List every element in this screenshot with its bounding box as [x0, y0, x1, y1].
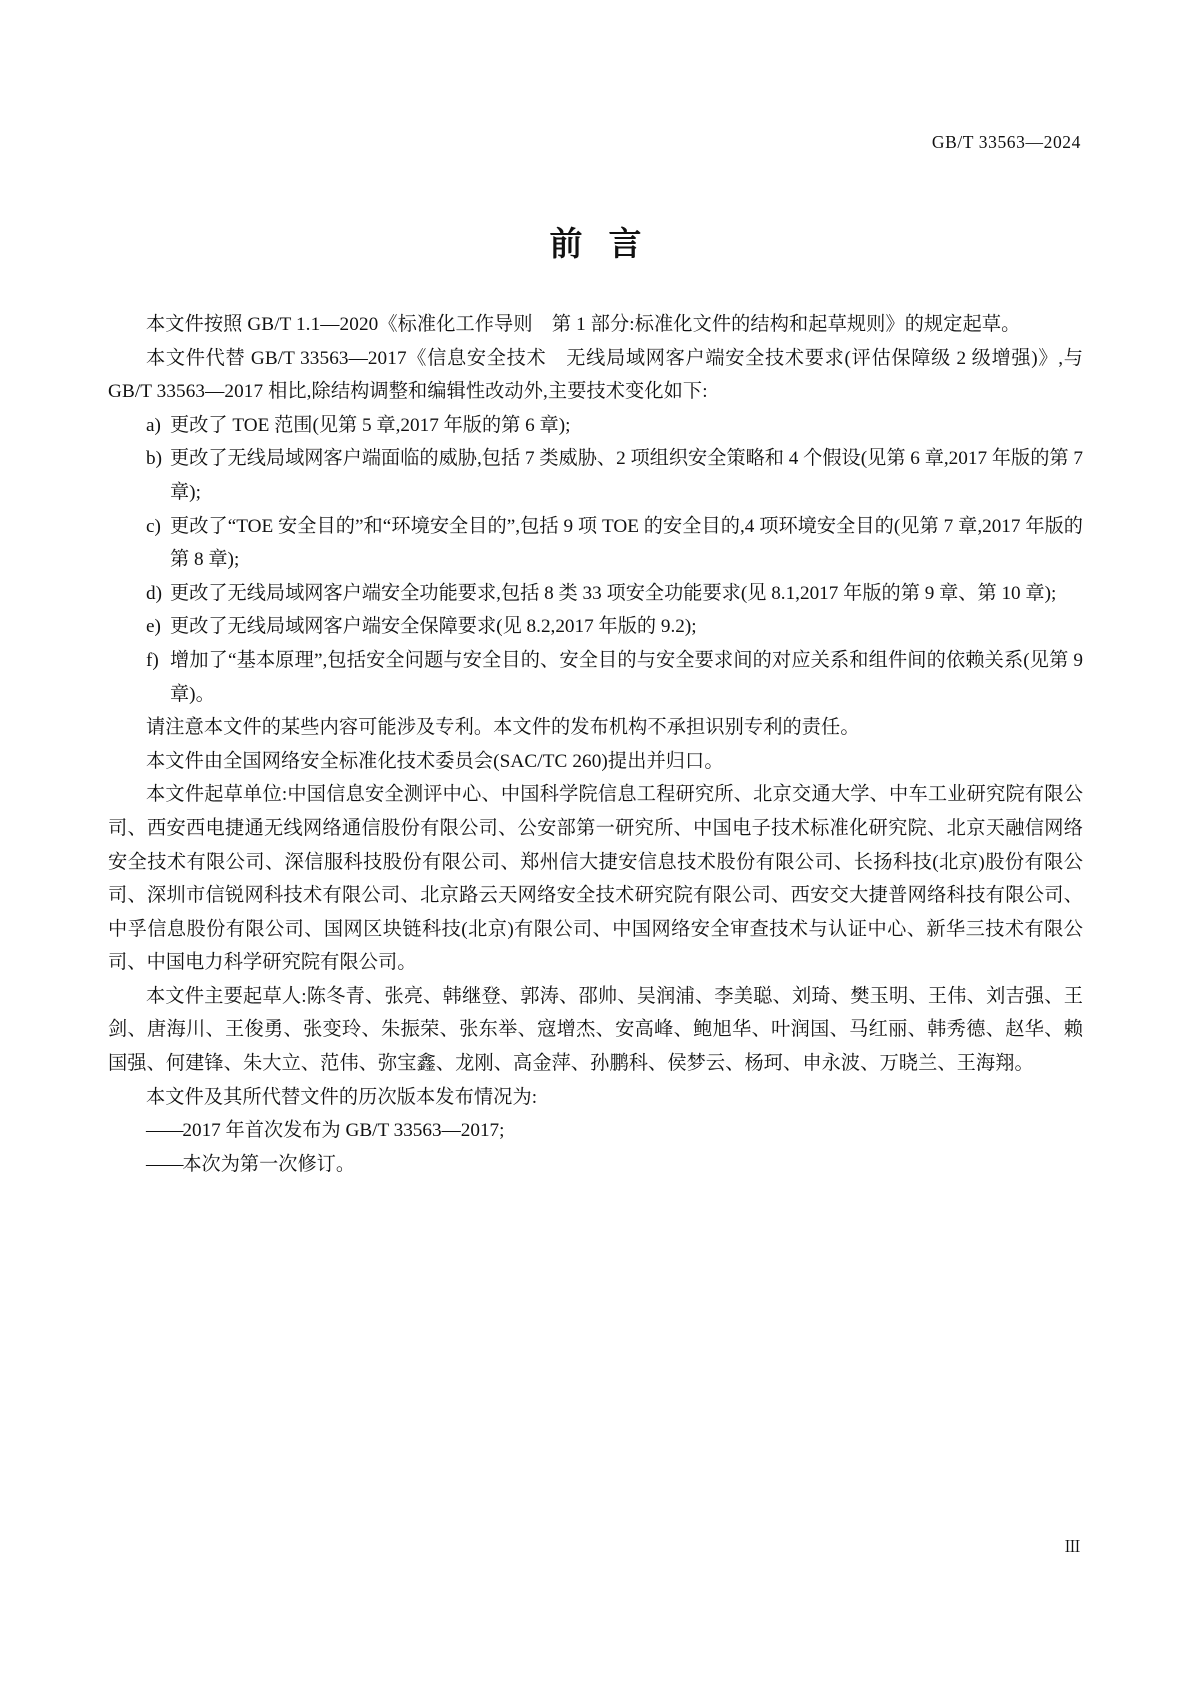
- list-item-marker: d): [146, 582, 162, 604]
- list-item-label: 2017 年首次发布为 GB/T 33563—2017;: [182, 1120, 505, 1142]
- list-item-label: 更改了 TOE 范围(见第 5 章,2017 年版的第 6 章);: [170, 414, 571, 436]
- list-item-marker: a): [146, 414, 161, 436]
- list-item: [108, 442, 1083, 509]
- paragraph-patent-notice: 请注意本文件的某些内容可能涉及专利。本文件的发布机构不承担识别专利的责任。: [146, 717, 860, 739]
- page-title: 前言: [549, 227, 668, 263]
- list-item-label: 更改了“TOE 安全目的”和“环境安全目的”,包括 9 项 TOE 的安全目的,4 项环境安全目的(见第 7 章,2017 年版的第 8 章);: [170, 515, 1083, 571]
- list-item-marker: b): [146, 448, 162, 470]
- list-item: [108, 510, 1083, 577]
- list-item: [108, 644, 1083, 711]
- edition-history-list: [108, 1114, 1083, 1181]
- list-item-marker: e): [146, 616, 161, 638]
- paragraph-scope-basis: 本文件按照 GB/T 1.1—2020《标准化工作导则 第 1 部分:标准化文件的结构和起草规则》的规定起草。: [146, 314, 1021, 335]
- list-item-label: 增加了“基本原理”,包括安全问题与安全目的、安全目的与安全要求间的对应关系和组件间的依赖关系(见第 9 章)。: [170, 649, 1083, 705]
- list-item-marker: f): [146, 649, 159, 671]
- list-item-label: 本次为第一次修订。: [182, 1153, 356, 1175]
- list-item-label: 更改了无线局域网客户端面临的威胁,包括 7 类威胁、2 项组织安全策略和 4 个假设(见第 6 章,2017 年版的第 7 章);: [170, 448, 1083, 503]
- list-item: [108, 1114, 1083, 1148]
- list-item: [108, 409, 1083, 443]
- list-item: [108, 610, 1083, 644]
- paragraph-proposing-body: 本文件由全国网络安全标准化技术委员会(SAC/TC 260)提出并归口。: [146, 750, 724, 772]
- list-item-marker: ——: [146, 1120, 183, 1142]
- paragraph-principal-drafters: 本文件主要起草人:陈冬青、张亮、韩继登、郭涛、邵帅、吴润浦、李美聪、刘琦、樊玉明、王伟、刘吉强、王剑、唐海川、王俊勇、张变玲、朱振荣、张东举、寇增杰、安高峰、鲍旭华、叶润国、马红丽、韩秀德、赵华、赖国强、何建锋、朱大立、范伟、弥宝鑫、龙刚、高金萍、孙鹏科、侯梦云、杨珂、申永波、万晓兰、王海翔。: [108, 985, 1083, 1075]
- list-item-marker: c): [146, 515, 161, 537]
- paragraph-replacement-notice: 本文件代替 GB/T 33563—2017《信息安全技术 无线局域网客户端安全技术要求(评估保障级 2 级增强)》,与 GB/T 33563—2017 相比,除结构调整和编辑性改动外,主要技术变化如下:: [108, 347, 1083, 403]
- paragraph-drafting-organizations: 本文件起草单位:中国信息安全测评中心、中国科学院信息工程研究所、北京交通大学、中车工业研究院有限公司、西安西电捷通无线网络通信股份有限公司、公安部第一研究所、中国电子技术标准化研究院、北京天融信网络安全技术有限公司、深信服科技股份有限公司、郑州信大捷安信息技术股份有限公司、长扬科技(北京)股份有限公司、深圳市信锐网科技术有限公司、北京路云天网络安全技术研究院有限公司、西安交大捷普网络科技有限公司、中孚信息股份有限公司、国网区块链科技(北京)有限公司、中国网络安全审查技术与认证中心、新华三技术有限公司、中国电力科学研究院有限公司。: [108, 784, 1083, 974]
- list-item: [108, 577, 1083, 611]
- list-item-label: 更改了无线局域网客户端安全功能要求,包括 8 类 33 项安全功能要求(见 8.1,2017 年版的第 9 章、第 10 章);: [170, 582, 1057, 604]
- list-item: [108, 1148, 1083, 1182]
- list-item-label: 更改了无线局域网客户端安全保障要求(见 8.2,2017 年版的 9.2);: [170, 616, 697, 638]
- list-item-marker: ——: [146, 1153, 183, 1175]
- technical-changes-list: [108, 409, 1083, 711]
- document-body: [108, 308, 1083, 1181]
- paragraph-edition-history-intro: 本文件及其所代替文件的历次版本发布情况为:: [146, 1086, 538, 1108]
- page-number: Ⅲ: [1064, 1539, 1081, 1556]
- page-header-standard-code: GB/T 33563—2024: [931, 132, 1081, 152]
